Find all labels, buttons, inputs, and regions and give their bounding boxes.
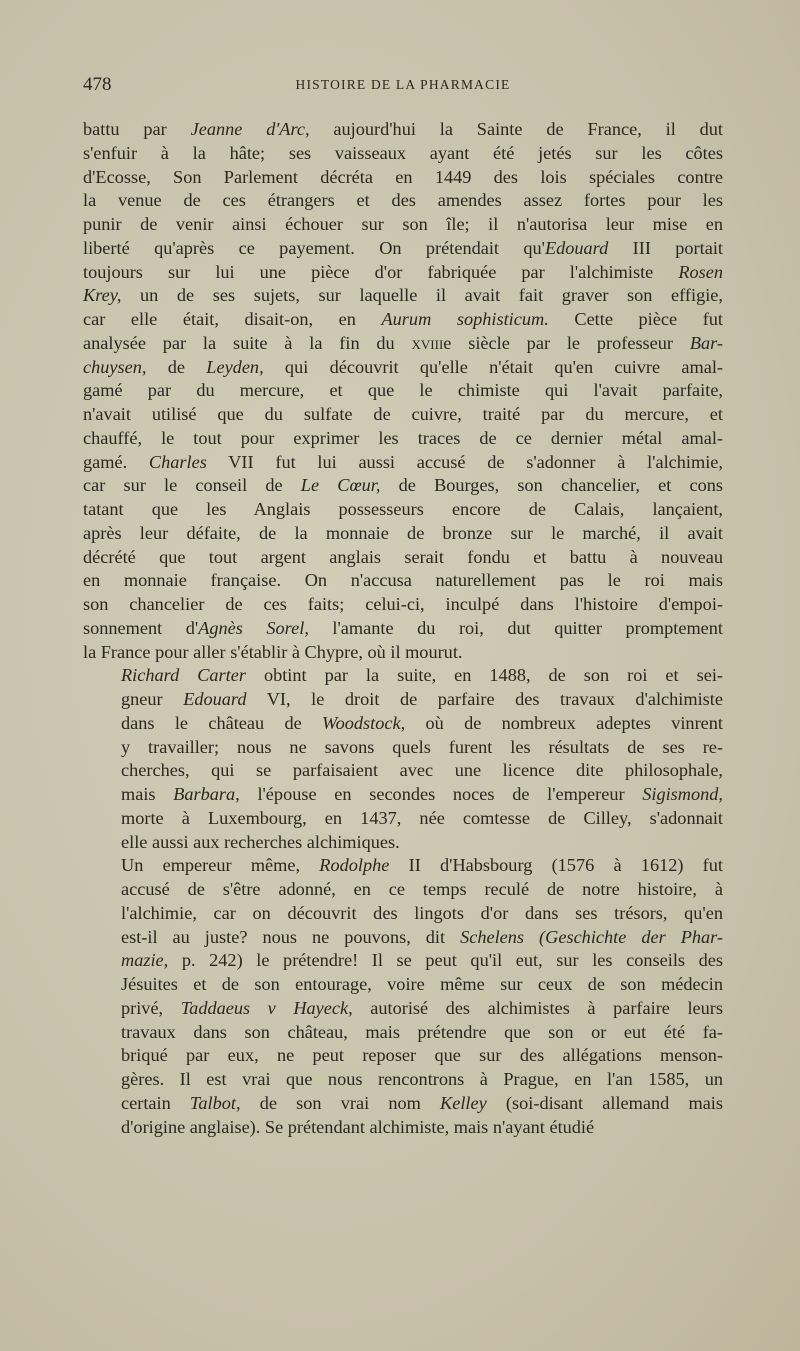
page-number: 478 [83,74,112,95]
text-run: chauffé, le tout pour exprimer les traces de ce dernier métal amal- [83,427,723,448]
text-run: punir de venir ainsi échouer sur son île; il n'autorisa leur mise en [83,214,723,234]
text-line [83,356,723,380]
text-line [83,166,723,190]
text-line [83,261,723,285]
text-run: en monnaie française. On n'accusa naturellement pas le roi mais [83,570,723,591]
text-run: l'épouse en secondes noces de l'empereur [239,784,643,804]
italic-run: mazie, [121,950,169,971]
italic-run: Agnès Sorel, [198,617,309,638]
text-line [83,759,723,783]
text-line [83,546,723,570]
text-run: toujours sur lui une pièce d'or fabriquée par l'alchimiste [83,261,679,282]
italic-run: Taddaeus v Hayeck, [180,997,353,1018]
text-run: autorisé des alchimistes à parfaire leurs [352,997,723,1018]
text-line [83,641,723,665]
italic-run: Aurum sophisticum. [381,309,549,329]
body-text [83,118,723,1139]
text-run: dans le château de [121,712,323,733]
running-title: HISTOIRE DE LA PHARMACIE [295,77,511,92]
text-run: décrété que tout argent anglais serait fondu et battu à nouveau [83,546,723,567]
text-line [83,593,723,617]
text-line [83,522,723,546]
small-caps-run: xviii [411,332,444,353]
text-line [83,237,723,261]
text-run: d'origine anglaise). Se prétendant alchimiste, mais n'ayant étudié [121,1116,595,1137]
text-line [83,1116,723,1140]
text-run: Cette pièce fut [548,309,724,329]
italic-run: Schelens (Geschichte der Phar- [460,926,724,947]
text-run: III portait [608,237,723,258]
italic-run: Charles [148,451,207,472]
text-line [83,1021,723,1045]
text-line [83,807,723,831]
text-run: Un empereur même, [121,855,320,876]
text-run: analysée par la suite à la fin du [83,332,412,353]
text-run: la France pour aller s'établir à Chypre, où il mourut. [83,641,463,662]
text-run: VI, le droit de parfaire des travaux d'alchimiste [246,689,723,709]
italic-run: Leyden, [206,356,264,377]
text-line [83,379,723,403]
text-line [83,474,723,498]
text-run: (soi-disant allemand mais [486,1092,723,1113]
text-line [83,973,723,997]
text-line [83,142,723,166]
text-run: liberté qu'après ce payement. On prétendait qu' [83,237,545,258]
text-line [83,712,723,736]
text-run: battu par [83,119,191,139]
text-line [83,831,723,855]
text-line [83,783,723,807]
text-run: VII fut lui aussi accusé de s'adonner à l'alchimie, [206,451,723,472]
text-line [83,451,723,475]
text-run: gamé par du mercure, et que le chimiste qui l'avait parfaite, [83,380,723,401]
text-line [83,1044,723,1068]
text-line [83,403,723,427]
text-line [83,498,723,522]
text-run: gamé. [83,451,149,472]
text-run: après leur défaite, de la monnaie de bronze sur le marché, il avait [83,522,723,543]
text-run: mais [121,784,174,804]
italic-run: Le Cœur, [300,475,381,496]
text-line [83,878,723,902]
text-run: tatant que les Anglais possesseurs encore de Calais, lançaient, [83,499,723,519]
text-run: où de nombreux adeptes vinrent [405,712,723,733]
italic-run: Bar- [689,332,724,353]
text-run: la venue de ces étrangers et des amendes assez fortes pour les [83,190,723,211]
paragraph [83,118,723,664]
paragraph [83,854,723,1139]
text-run: certain [121,1092,190,1113]
text-line [83,617,723,641]
italic-run: Sigismond, [642,784,723,804]
text-line [83,736,723,760]
text-line [83,118,723,142]
italic-run: Barbara, [173,784,240,804]
text-run: est-il au juste? nous ne pouvons, dit [121,926,461,947]
text-run: un de ses sujets, sur laquelle il avait fait graver son effigie, [121,285,723,306]
text-run: accusé de s'être adonné, en ce temps reculé de notre histoire, à [121,879,723,899]
italic-run: Rodolphe [319,855,390,876]
text-line [83,308,723,332]
italic-run: Edouard [544,237,609,258]
text-line [83,569,723,593]
italic-run: Edouard [183,689,247,709]
text-run: sonnement d' [83,617,199,638]
italic-run: Krey, [83,285,122,306]
text-run: briqué par eux, ne peut reposer que sur des allégations menson- [121,1045,723,1066]
text-line [83,213,723,237]
text-run: e siècle par le professeur [443,332,690,353]
text-run: car sur le conseil de [83,475,301,496]
text-run: y travailler; nous ne savons quels furent les résultats de ses re- [121,736,723,757]
italic-run: Jeanne d'Arc, [190,119,310,139]
text-line [83,688,723,712]
italic-run: Richard Carter [121,665,246,686]
text-run: p. 242) le prétendre! Il se peut qu'il eut, sur les conseils des [168,950,723,971]
text-run: d'Ecosse, Son Parlement décréta en 1449 des lois spéciales contre [83,166,723,187]
text-line [83,854,723,878]
text-run: de [146,356,207,377]
text-line [83,1092,723,1116]
text-run: II d'Habsbourg (1576 à 1612) fut [389,855,723,876]
text-line [83,997,723,1021]
text-run: morte à Luxembourg, en 1437, née comtesse de Cilley, s'adonnait [121,807,723,828]
text-run: travaux dans son château, mais prétendre que son or eut été fa- [121,1021,723,1042]
text-line [83,427,723,451]
text-run: gneur [121,689,184,709]
italic-run: Talbot, [189,1092,241,1113]
text-run: qui découvrit qu'elle n'était qu'en cuivre amal- [263,356,723,377]
text-run: aujourd'hui la Sainte de France, il dut [309,119,723,139]
text-run: obtint par la suite, en 1488, de son roi et sei- [245,665,724,686]
text-run: son chancelier de ces faits; celui-ci, inculpé dans l'histoire d'empoi- [83,594,723,614]
text-line [83,926,723,950]
text-line [83,332,723,356]
paragraph [83,664,723,854]
italic-run: Rosen [678,261,723,282]
text-line [83,1068,723,1092]
text-run: de son vrai nom [240,1092,441,1113]
text-run: elle aussi aux recherches alchimiques. [121,831,400,852]
text-run: n'avait utilisé que du sulfate de cuivre, traité par du mercure, et [83,404,723,424]
text-run: privé, [121,997,181,1018]
italic-run: Kelley [440,1092,487,1113]
text-run: de Bourges, son chancelier, et cons [380,475,723,496]
text-run: s'enfuir à la hâte; ses vaisseaux ayant été jetés sur les côtes [83,142,723,163]
text-run: cherches, qui se parfaisaient avec une licence dite philosophale, [121,760,723,781]
text-line [83,949,723,973]
text-run: gères. Il est vrai que nous rencontrons à Prague, en l'an 1585, un [121,1069,723,1089]
italic-run: Woodstock, [322,712,406,733]
text-line [83,902,723,926]
page-header [83,74,723,98]
text-run: Jésuites et de son entourage, voire même sur ceux de son médecin [121,974,723,994]
text-line [83,284,723,308]
italic-run: chuysen, [83,356,147,377]
text-run: l'amante du roi, dut quitter promptement [308,617,723,638]
text-line [83,189,723,213]
text-run: car elle était, disait-on, en [83,309,382,329]
text-run: l'alchimie, car on découvrit des lingots d'or dans ses trésors, qu'en [121,902,723,923]
text-line [83,664,723,688]
